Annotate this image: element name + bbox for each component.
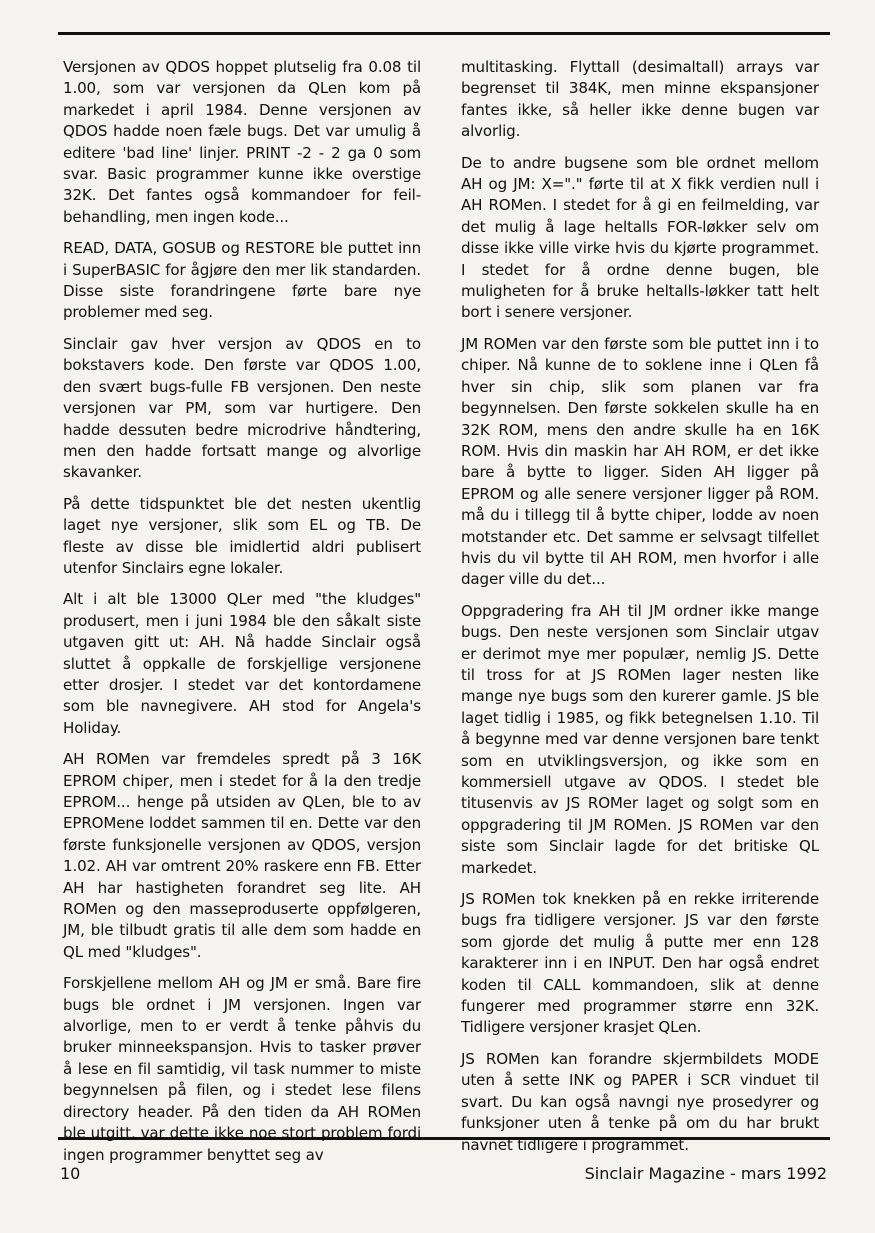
- paragraph: JM ROMen var den første som ble puttet inn i to chiper. Nå kunne de to soklene inne i QLen få hver sin chip, slik som planen var fra begynnelsen. Den første sokkelen skulle ha en 32K ROM, mens den andre skulle ha en 16K ROM. Hvis din maskin har AH ROM, er det ikke bare å bytte to ligger. Siden AH ligger på EPROM og alle senere versjoner ligger på ROM. må du i tillegg til å bytte chiper, lodde av noen motstander etc. Det samme er selvsagt tilfellet hvis du vil bytte til AH ROM, men hvorfor i alle dager ville du det...: [461, 334, 819, 589]
- bottom-rule: [58, 1137, 830, 1140]
- paragraph: På dette tidspunktet ble det nesten ukentlig laget nye versjoner, slik som EL og TB. De fleste av disse ble imidlertid aldri publisert utenfor Sinclairs egne lokaler.: [63, 494, 421, 577]
- paragraph: AH ROMen var fremdeles spredt på 3 16K EPROM chiper, men i stedet for å la den tredje EPROM... henge på utsiden av QLen, ble to av EPROMene loddet sammen til en. Dette var den første funksjonelle versjonen av QDOS, versjon 1.02. AH var omtrent 20% raskere enn FB. Etter AH har hastigheten forandret seg lite. AH ROMen og den masseproduserte oppfølgeren, JM, ble tilbudt gratis til alle dem som hadde en QL med "kludges".: [63, 750, 421, 961]
- article-column-left: [63, 57, 421, 1176]
- paragraph: De to andre bugsene som ble ordnet mellom AH og JM: X="." førte til at X fikk verdien null i AH ROMen. I stedet for å gi en feilmelding, var det mulig å lage heltalls FOR-løkker selv om disse ikke ville virke hvis du kjørte programmet. I stedet for å ordne denne bugen, ble muligheten for å bruke heltalls-løkker tatt helt bort i senere versjoner.: [461, 153, 819, 322]
- paragraph: JS ROMen kan forandre skjermbildets MODE uten å sette INK og PAPER i SCR vinduet til svart. Du kan også navngi nye prosedyrer og funksjoner uten å tenke på om du har brukt navnet tidligere i programmet.: [461, 1049, 819, 1154]
- paragraph: READ, DATA, GOSUB og RESTORE ble puttet inn i SuperBASIC for ågjøre den mer lik standarden. Disse siste forandringene førte bare nye problemer med seg.: [63, 239, 421, 322]
- magazine-footer: Sinclair Magazine - mars 1992: [584, 1164, 827, 1183]
- top-rule: [58, 32, 830, 35]
- paragraph: multitasking. Flyttall (desimaltall) arrays var begrenset til 384K, men minne ekspansjoner fantes ikke, så heller ikke denne bugen var alvorlig.: [461, 58, 819, 141]
- article-column-right: [461, 57, 819, 1166]
- paragraph: Sinclair gav hver versjon av QDOS en to bokstavers kode. Den første var QDOS 1.00, den svært bugs-fulle FB versjonen. Den neste versjonen var PM, som var hurtigere. Den hadde dessuten bedre microdrive håndtering, men den hadde fortsatt mange og alvorlige skavanker.: [63, 334, 421, 482]
- page-number: 10: [60, 1164, 81, 1183]
- paragraph: Forskjellene mellom AH og JM er små. Bare fire bugs ble ordnet i JM versjonen. Ingen var alvorlige, men to er verdt å tenke påhvis du bruker minneekspansjon. Hvis to tasker prøver å lese en fil samtidig, vil task nummer to miste begynnelsen på filen, og i stedet lese filens directory header. På den tiden da AH ROMen ble utgitt, var dette ikke noe stort problem fordi ingen programmer benyttet seg av: [63, 974, 421, 1164]
- paragraph: Versjonen av QDOS hoppet plutselig fra 0.08 til 1.00, som var versjonen da QLen kom på markedet i april 1984. Denne versjonen av QDOS hadde noen fæle bugs. Det var umulig å editere 'bad line' linjer. PRINT -2 - 2 ga 0 som svar. Basic programmer kunne ikke overstige 32K. Det fantes også kommandoer for feil-behandling, men ingen kode...: [63, 58, 421, 226]
- paragraph: JS ROMen tok knekken på en rekke irriterende bugs fra tidligere versjoner. JS var den første som gjorde det mulig å putte mer enn 128 karakterer inn i en INPUT. Den har også endret koden til CALL kommandoen, slik at denne fungerer med programmer større enn 32K. Tidligere versjoner krasjet QLen.: [461, 890, 819, 1037]
- paragraph: Alt i alt ble 13000 QLer med "the kludges" produsert, men i juni 1984 ble den såkalt siste utgaven gitt ut: AH. Nå hadde Sinclair også sluttet å oppkalle de forskjellige versjonene etter drosjer. I stedet var det kontordamene som ble navnegivere. AH stod for Angela's Holiday.: [63, 590, 421, 737]
- paragraph: Oppgradering fra AH til JM ordner ikke mange bugs. Den neste versjonen som Sinclair utgav er derimot mye mer populær, nemlig JS. Dette til tross for at JS ROMen lager nesten like mange nye bugs som den kurerer gamle. JS ble laget tidlig i 1985, og fikk betegnelsen 1.10. Til å begynne med var denne versjonen bare tenkt som en utviklingsversjon, og ikke som en kommersiell utgave av QDOS. I stedet ble titusenvis av JS ROMer laget og solgt som en oppgradering til JM ROMen. JS ROMen var den siste som Sinclair lagde for det britiske QL markedet.: [461, 601, 819, 877]
